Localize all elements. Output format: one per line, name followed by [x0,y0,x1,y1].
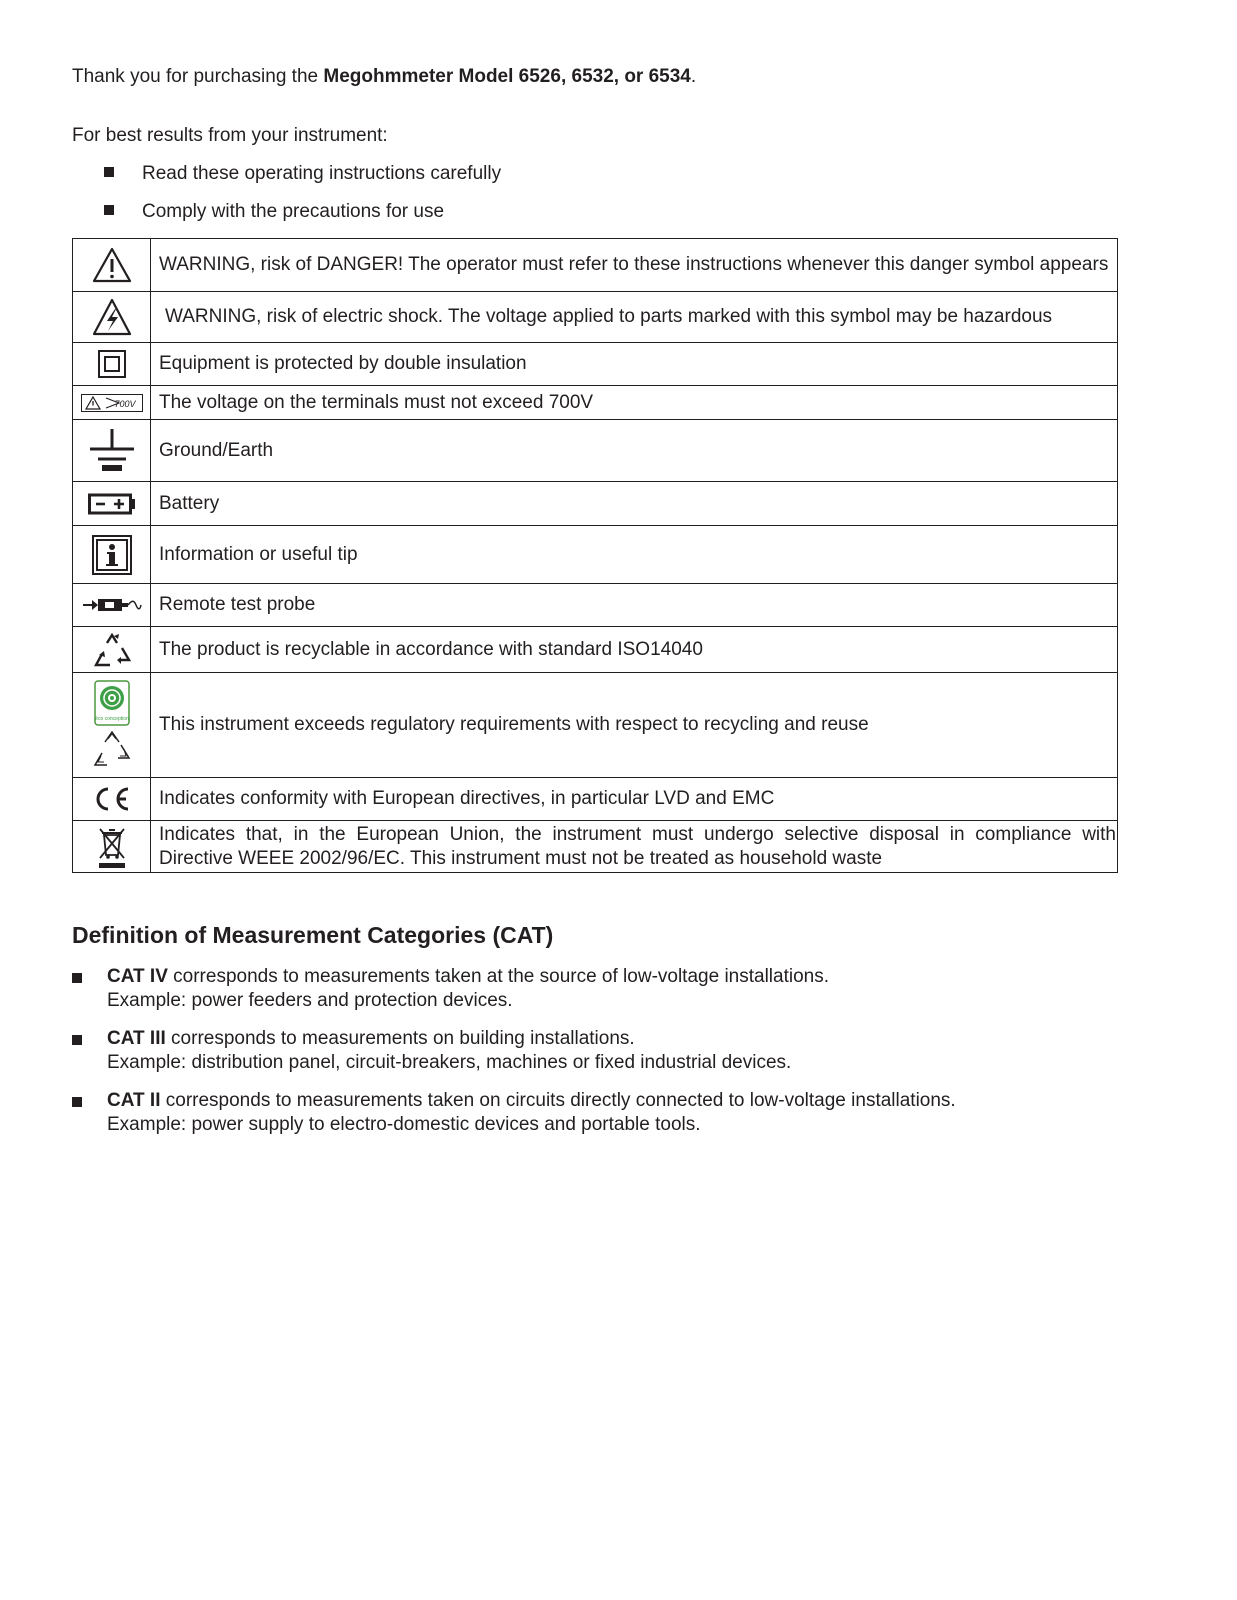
bullet-item [104,201,444,223]
category-example: Example: power supply to electro-domestic devices and portable tools. [107,1114,701,1135]
category-label: CAT II [107,1090,161,1111]
bullet-square-icon [72,1097,82,1107]
symbol-row [73,386,1118,420]
information-icon [73,526,151,584]
category-item [72,1027,791,1075]
category-example: Example: power feeders and protection devices. [107,990,513,1011]
model-name: Megohmmeter Model 6526, 6532, or 6534 [323,66,691,87]
category-desc: corresponds to measurements taken on circuits directly connected to low-voltage installations. [160,1090,956,1111]
symbol-row [73,420,1118,482]
best-results-lead: For best results from your instrument: [72,125,388,146]
ground-earth-icon [73,420,151,482]
battery-icon [73,482,151,526]
symbol-description: Indicates that, in the European Union, the instrument must undergo selective disposal in compliance with Directive WEEE 2002/96/EC. This instrument must not be treated as household waste [151,821,1118,873]
category-label: CAT III [107,1028,166,1049]
recycle-icon [73,627,151,673]
symbol-row [73,526,1118,584]
symbol-description: Indicates conformity with European directives, in particular LVD and EMC [151,778,1118,821]
voltage-mark-text: 700V [113,398,136,409]
symbol-row [73,821,1118,873]
symbol-description: Information or useful tip [151,526,1118,584]
eco-design-recycling-icon [73,673,151,778]
bullet-text: Comply with the precautions for use [142,201,445,222]
bullet-square-icon [104,205,114,215]
symbol-description: Battery [151,482,1118,526]
symbol-row [73,239,1118,292]
symbol-row [73,778,1118,821]
bullet-text: Read these operating instructions carefully [142,163,502,184]
symbol-description: WARNING, risk of DANGER! The operator must refer to these instructions whenever this danger symbol appears [151,239,1118,292]
category-label: CAT IV [107,966,168,987]
category-desc: corresponds to measurements on building installations. [165,1028,635,1049]
symbol-row [73,292,1118,343]
category-item [72,965,829,1013]
eco-label-text: éco conception [94,716,129,722]
bullet-square-icon [104,167,114,177]
symbol-row [73,482,1118,526]
bullet-item [104,163,501,185]
symbol-description: Ground/Earth [151,420,1118,482]
bullet-square-icon [72,1035,82,1045]
symbol-description: WARNING, risk of electric shock. The voltage applied to parts marked with this symbol may be hazardous [151,292,1118,343]
max-voltage-icon [73,386,151,420]
ce-mark-icon [73,778,151,821]
category-example: Example: distribution panel, circuit-breakers, machines or fixed industrial devices. [107,1052,792,1073]
symbol-row [73,673,1118,778]
symbols-table [72,238,1118,873]
bullet-square-icon [72,973,82,983]
symbol-description: The voltage on the terminals must not exceed 700V [151,386,1118,420]
symbol-description: This instrument exceeds regulatory requirements with respect to recycling and reuse [151,673,1118,778]
intro-sentence [72,66,696,88]
symbol-row [73,627,1118,673]
electric-shock-icon [73,292,151,343]
symbol-description: Remote test probe [151,584,1118,627]
symbol-row [73,584,1118,627]
categories-heading: Definition of Measurement Categories (CAT) [72,922,554,948]
symbol-description: The product is recyclable in accordance with standard ISO14040 [151,627,1118,673]
symbol-description: Equipment is protected by double insulation [151,343,1118,386]
intro-prefix: Thank you for purchasing the [72,66,324,87]
category-desc: corresponds to measurements taken at the source of low-voltage installations. [167,966,829,987]
symbol-row [73,343,1118,386]
double-insulation-icon [73,343,151,386]
warning-triangle-icon [73,239,151,292]
intro-suffix: . [690,66,697,87]
remote-probe-icon [73,584,151,627]
weee-crossed-bin-icon [73,821,151,873]
category-item [72,1089,956,1137]
